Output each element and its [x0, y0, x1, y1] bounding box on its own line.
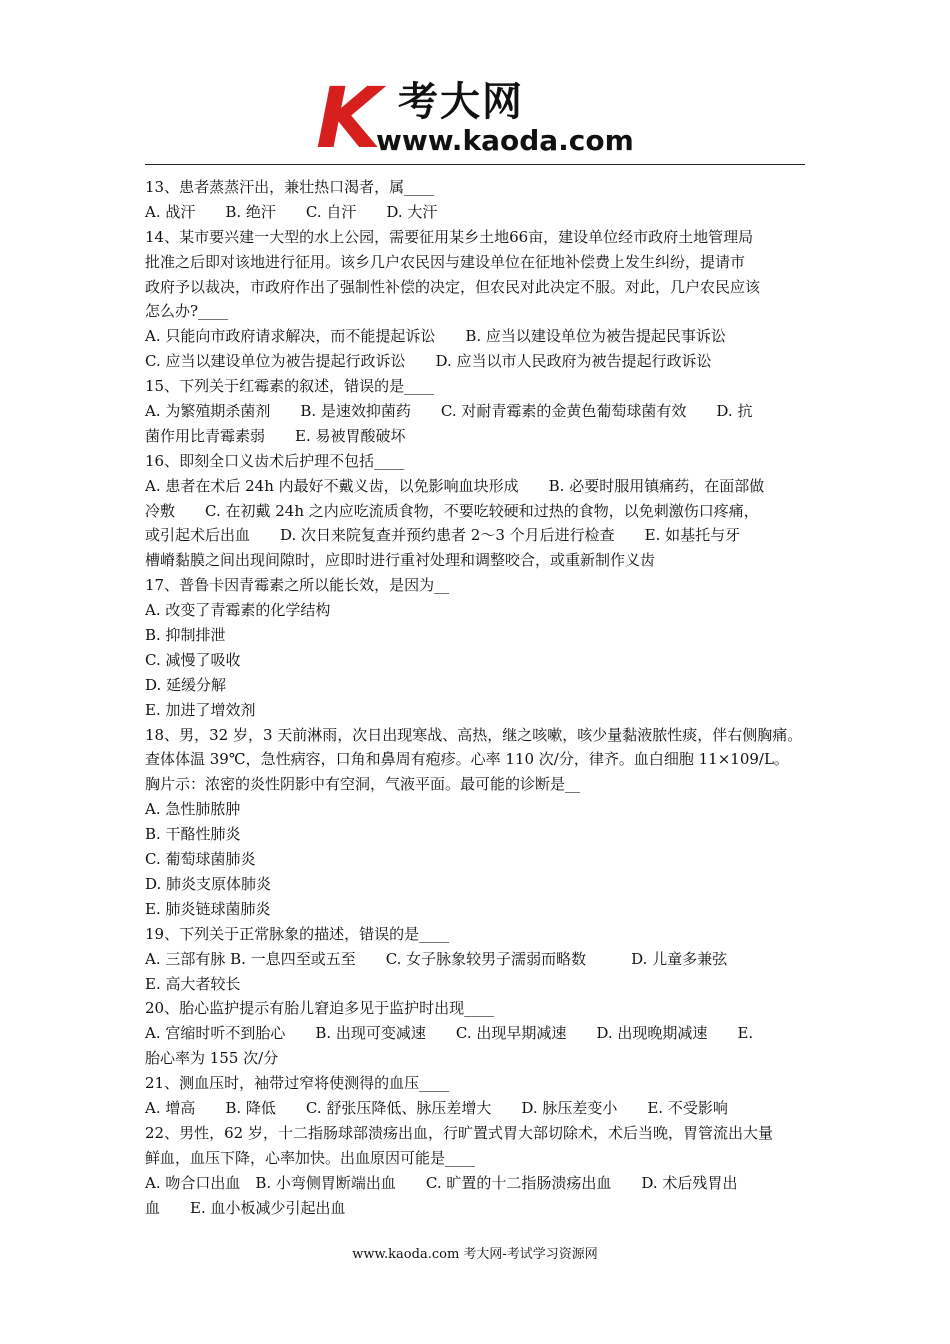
text-line: 22、男性，62 岁，十二指肠球部溃疡出血，行旷置式胃大部切除术，术后当晚，胃管流出大量 [145, 1123, 773, 1142]
text-line: 政府予以裁决，市政府作出了强制性补偿的决定，但农民对此决定不服。对此，几户农民应该 [145, 277, 761, 296]
text-line: 21、测血压时，袖带过窄将使测得的血压____ [145, 1074, 450, 1093]
logo-name: 考大网 [398, 79, 524, 125]
text-line: A. 患者在术后 24h 内最好不戴义齿，以免影响血块形成 B. 必要时服用镇痛药，在面部做 [145, 476, 765, 495]
text-line: 或引起术后出血 D. 次日来院复查并预约患者 2～3 个月后进行检查 E. 如基托与牙 [145, 526, 741, 545]
exam-questions [145, 175, 810, 1220]
text-line: A. 吻合口出血 B. 小弯侧胃断端出血 C. 旷置的十二指肠溃疡出血 D. 术后残胃出 [145, 1173, 738, 1192]
text-line: B. 抑制排泄 [145, 626, 226, 645]
page-footer: www.kaoda.com 考大网-考试学习资源网 [352, 1247, 598, 1262]
text-line: A. 为繁殖期杀菌剂 B. 是速效抑菌药 C. 对耐青霉素的金黄色葡萄球菌有效 D. 抗 [145, 402, 753, 421]
logo-url: www.kaoda.com [376, 124, 634, 157]
text-line: 17、普鲁卡因青霉素之所以能长效，是因为__ [145, 576, 450, 595]
text-line: D. 延缓分解 [145, 675, 227, 694]
text-line: A. 三部有脉 B. 一息四至或五至 C. 女子脉象较男子濡弱而略数 D. 儿童多兼弦 [145, 949, 728, 968]
text-line: A. 急性肺脓肿 [145, 800, 241, 819]
text-line: E. 高大者较长 [145, 974, 241, 993]
text-line: 冷敷 C. 在初戴 24h 之内应吃流质食物，不要吃较硬和过热的食物，以免刺激伤口疼痛， [145, 501, 759, 520]
text-line: C. 减慢了吸收 [145, 650, 241, 669]
text-line: 15、下列关于红霉素的叙述，错误的是____ [145, 377, 435, 396]
site-logo [316, 69, 646, 167]
text-line: 血 E. 血小板减少引起出血 [145, 1198, 346, 1217]
text-line: E. 肺炎链球菌肺炎 [145, 899, 271, 918]
text-line: 怎么办?____ [145, 302, 229, 321]
text-line: A. 改变了青霉素的化学结构 [145, 601, 331, 620]
text-line: 槽嵴黏膜之间出现间隙时，应即时进行重衬处理和调整咬合，或重新制作义齿 [145, 551, 656, 570]
text-line: 14、某市要兴建一大型的水上公园，需要征用某乡土地66亩，建设单位经市政府土地管理局 [145, 227, 754, 246]
text-line: B. 干酪性肺炎 [145, 825, 241, 844]
text-line: 胎心率为 155 次/分 [145, 1049, 279, 1068]
text-line: A. 宫缩时听不到胎心 B. 出现可变减速 C. 出现早期减速 D. 出现晚期减速 E. [145, 1024, 754, 1043]
text-line: 13、患者蒸蒸汗出，兼壮热口渴者，属____ [145, 178, 435, 196]
logo-mark: K [316, 69, 378, 167]
text-line: E. 加进了增效剂 [145, 700, 256, 719]
text-line: 16、即刻全口义齿术后护理不包括____ [145, 451, 405, 470]
text-line: 20、胎心监护提示有胎儿窘迫多见于监护时出现____ [145, 999, 495, 1018]
text-line: C. 应当以建设单位为被告提起行政诉讼 D. 应当以市人民政府为被告提起行政诉讼 [145, 352, 712, 371]
text-line: D. 肺炎支原体肺炎 [145, 874, 272, 893]
header-divider [145, 164, 805, 165]
text-line: A. 增高 B. 降低 C. 舒张压降低、脉压差增大 D. 脉压差变小 E. 不受影响 [145, 1098, 728, 1117]
text-line: 查体体温 39℃，急性病容，口角和鼻周有疱疹。心率 110 次/分，律齐。血白细胞 11×109/L。 [145, 750, 789, 769]
text-line: 菌作用比青霉素弱 E. 易被胃酸破坏 [145, 426, 406, 445]
text-line: 批准之后即对该地进行征用。该乡几户农民因与建设单位在征地补偿费上发生纠纷，提请市 [145, 252, 746, 271]
text-line: C. 葡萄球菌肺炎 [145, 850, 256, 869]
text-line: A. 只能向市政府请求解决，而不能提起诉讼 B. 应当以建设单位为被告提起民事诉讼 [145, 327, 726, 346]
text-line: A. 战汗 B. 绝汗 C. 自汗 D. 大汗 [145, 202, 438, 221]
text-line: 胸片示：浓密的炎性阴影中有空洞，气液平面。最可能的诊断是__ [145, 775, 581, 794]
text-line: 18、男，32 岁，3 天前淋雨，次日出现寒战、高热，继之咳嗽，咳少量黏液脓性痰，伴右侧胸痛。 [145, 725, 803, 744]
text-line: 鲜血，血压下降，心率加快。出血原因可能是____ [145, 1148, 476, 1167]
text-line: 19、下列关于正常脉象的描述，错误的是____ [145, 924, 450, 943]
